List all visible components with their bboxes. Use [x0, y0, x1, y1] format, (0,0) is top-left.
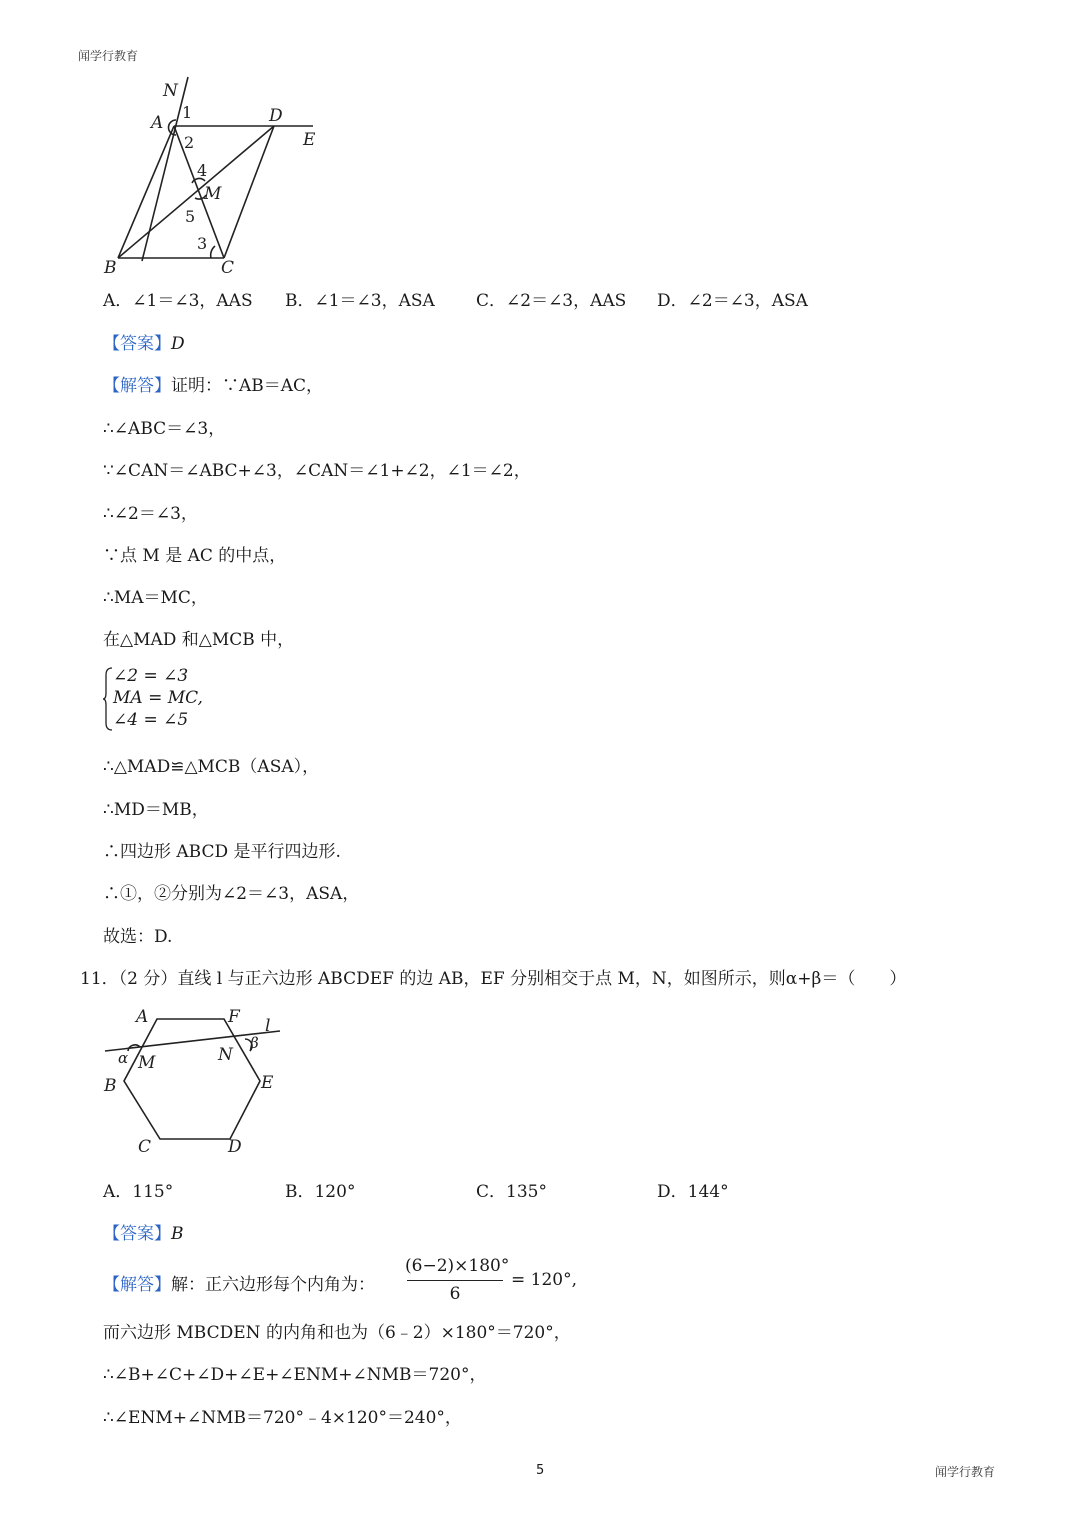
q11-solution-line-1: [103, 1270, 375, 1295]
q10-solution-line-4: ∴∠2＝∠3，: [103, 504, 198, 524]
q10-option-a: A．∠1＝∠3，AAS: [103, 291, 253, 311]
q10-solution-line-3: ∵∠CAN＝∠ABC+∠3，∠CAN＝∠1+∠2，∠1＝∠2，: [103, 461, 531, 481]
q10-after-line-2: ∴MD＝MB，: [103, 800, 209, 820]
fraction-denominator: 6: [449, 1284, 461, 1304]
q11-line-3: ∴∠B+∠C+∠D+∠E+∠ENM+∠NMB＝720°，: [103, 1365, 487, 1385]
label-M: M: [204, 184, 222, 204]
q11-option-c: C．135°: [476, 1182, 547, 1202]
fraction-result: = 120°,: [511, 1270, 577, 1290]
q10-answer: [103, 329, 185, 354]
q11-stem: 11．（2 分）直线 l 与正六边形 ABCDEF 的边 AB，EF 分别相交于点 M，N，如图所示，则α+β＝（ ）: [80, 969, 907, 989]
segment-bd: [118, 126, 274, 258]
segment-cd: [224, 126, 274, 258]
answer-tag: 【答案】: [103, 334, 171, 354]
q11-line-2: 而六边形 MBCDEN 的内角和也为（6﹣2）×180°＝720°，: [103, 1323, 571, 1343]
hex-label-F: F: [228, 1007, 240, 1027]
hex-label-M: M: [138, 1053, 156, 1073]
label-C: C: [221, 258, 235, 278]
label-B: B: [104, 258, 117, 278]
label-angle-2: 2: [184, 133, 195, 152]
figure-parallelogram: [100, 75, 330, 280]
label-N: N: [163, 81, 178, 101]
figure-hexagon: [100, 1003, 290, 1163]
solution-tag: 【解答】: [103, 376, 171, 396]
hex-label-B: B: [104, 1076, 117, 1096]
answer-value: D: [171, 334, 185, 354]
solution-tag: 【解答】: [103, 1275, 171, 1295]
q10-solution-line-6: ∴MA＝MC，: [103, 588, 208, 608]
q10-after-line-1: ∴△MAD≌△MCB（ASA），: [103, 757, 320, 777]
q11-option-d: D．144°: [657, 1182, 729, 1202]
system-row-3: ∠4 = ∠5: [113, 710, 189, 730]
segment-ab: [118, 126, 174, 258]
q10-option-c: C．∠2＝∠3，AAS: [476, 291, 627, 311]
hex-label-N: N: [218, 1045, 233, 1065]
system-row-2: MA = MC,: [113, 688, 203, 708]
q10-solution-line-2: ∴∠ABC＝∠3，: [103, 419, 226, 439]
label-angle-4: 4: [197, 161, 208, 180]
q11-line-4: ∴∠ENM+∠NMB＝720°﹣4×120°＝240°，: [103, 1408, 462, 1428]
q10-after-line-4: ∴①，②分别为∠2＝∠3，ASA，: [103, 884, 360, 904]
answer-tag: 【答案】: [103, 1224, 171, 1244]
brace-icon: [103, 667, 113, 731]
label-D: D: [269, 106, 283, 126]
system-row-1: ∠2 = ∠3: [113, 666, 189, 686]
label-angle-5: 5: [185, 207, 196, 226]
q10-solution-line-5: ∵点 M 是 AC 的中点，: [103, 546, 287, 566]
q10-option-b: B．∠1＝∠3，ASA: [285, 291, 435, 311]
page-number: 5: [536, 1463, 545, 1478]
header-brand: 闻学行教育: [78, 49, 139, 63]
hex-label-beta: β: [250, 1034, 259, 1052]
hex-label-alpha: α: [118, 1049, 129, 1067]
label-E: E: [303, 130, 316, 150]
angle-arc-3: [211, 246, 215, 258]
fraction: [405, 1256, 510, 1308]
answer-value: B: [171, 1224, 184, 1244]
footer-brand: 闻学行教育: [935, 1465, 996, 1479]
q10-option-d: D．∠2＝∠3，ASA: [657, 291, 808, 311]
label-A: A: [151, 113, 164, 133]
solution-text: 证明：∵AB＝AC，: [171, 376, 324, 396]
hex-label-l: l: [265, 1016, 271, 1036]
q10-after-line-5: 故选：D.: [103, 927, 173, 947]
hex-label-A: A: [136, 1007, 149, 1027]
q11-option-b: B．120°: [285, 1182, 356, 1202]
equation-system: [103, 665, 203, 731]
hex-label-E: E: [261, 1073, 274, 1093]
hex-label-D: D: [228, 1137, 242, 1157]
q11-answer: [103, 1219, 184, 1244]
hex-label-C: C: [138, 1137, 152, 1157]
hexagon-abcdef: [124, 1019, 260, 1139]
q10-solution-line-7: 在△MAD 和△MCB 中，: [103, 630, 295, 650]
fraction-bar: [407, 1280, 503, 1281]
solution-prefix: 解：正六边形每个内角为：: [171, 1275, 375, 1295]
q11-option-a: A．115°: [103, 1182, 174, 1202]
q10-solution-line-1: [103, 371, 323, 396]
label-angle-1: 1: [182, 103, 193, 122]
q10-after-line-3: ∴四边形 ABCD 是平行四边形.: [103, 842, 341, 862]
label-angle-3: 3: [197, 234, 208, 253]
fraction-numerator: (6−2)×180°: [405, 1256, 510, 1276]
